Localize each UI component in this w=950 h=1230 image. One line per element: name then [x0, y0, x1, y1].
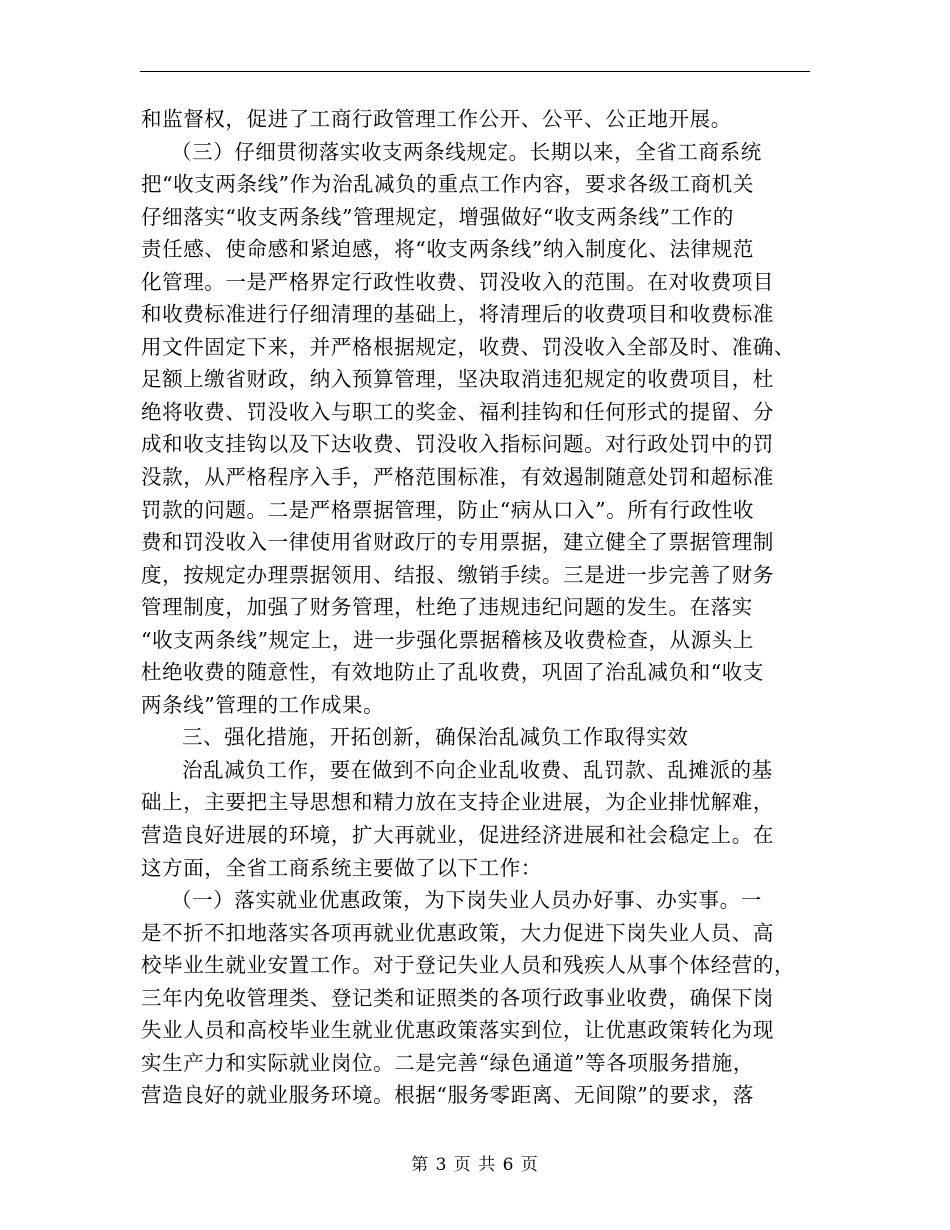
body-line: 础上，主要把主导思想和精力放在支持企业进展，为企业排忧解难，	[141, 790, 774, 815]
body-line: 化管理。一是严格界定行政性收费、罚没收入的范围。在对收费项目	[141, 269, 774, 294]
body-line: 用文件固定下来，并严格根据规定，收费、罚没收入全部及时、准确、	[141, 334, 796, 359]
body-line: 度，按规定办理票据领用、结报、缴销手续。三是进一步完善了财务	[141, 562, 774, 587]
body-line: 成和收支挂钩以及下达收费、罚没收入指标问题。对行政处罚中的罚	[141, 432, 774, 457]
body-line: 费和罚没收入一律使用省财政厅的专用票据，建立健全了票据管理制	[141, 530, 774, 555]
body-line: 营造良好的就业服务环境。根据“服务零距离、无间隙”的要求，落	[141, 1083, 754, 1108]
body-line: 实生产力和实际就业岗位。二是完善“绿色通道”等各项服务措施，	[141, 1050, 754, 1075]
body-line: 校毕业生就业安置工作。对于登记失业人员和残疾人从事个体经营的，	[141, 953, 796, 978]
paragraph-start-line: （一）落实就业优惠政策，为下岗失业人员办好事、办实事。一	[171, 888, 762, 913]
page-number: 第 3 页 共 6 页	[411, 1155, 539, 1175]
body-line: 仔细落实“收支两条线”管理规定，增强做好“收支两条线”工作的	[141, 204, 734, 229]
body-line: 管理制度，加强了财务管理，杜绝了违规违纪问题的发生。在落实	[141, 595, 753, 620]
body-line: 没款，从严格程序入手，严格范围标准，有效遏制随意处罚和超标准	[141, 465, 774, 490]
body-line: 这方面，全省工商系统主要做了以下工作：	[141, 855, 542, 880]
body-line: 三年内免收管理类、登记类和证照类的各项行政事业收费，确保下岗	[141, 985, 774, 1010]
body-line: 把“收支两条线”作为治乱减负的重点工作内容，要求各级工商机关	[141, 172, 754, 197]
body-line: 是不折不扣地落实各项再就业优惠政策，大力促进下岗失业人员、高	[141, 920, 774, 945]
body-line: 两条线”管理的工作成果。	[141, 692, 385, 717]
body-line: 足额上缴省财政，纳入预算管理，坚决取消违犯规定的收费项目，杜	[141, 367, 774, 392]
body-line: 罚款的问题。二是严格票据管理，防止“病从口入”。所有行政性收	[141, 497, 754, 522]
body-line: 和监督权，促进了工商行政管理工作公开、公平、公正地开展。	[141, 107, 732, 131]
body-line: 责任感、使命感和紧迫感，将“收支两条线”纳入制度化、法律规范	[141, 237, 754, 262]
body-line: “收支两条线”规定上，进一步强化票据稽核及收费检查，从源头上	[141, 627, 754, 652]
body-line: 失业人员和高校毕业生就业优惠政策落实到位，让优惠政策转化为现	[141, 1018, 774, 1043]
paragraph-start-line: （三）仔细贯彻落实收支两条线规定。长期以来，全省工商系统	[171, 139, 762, 164]
body-line: 杜绝收费的随意性，有效地防止了乱收费，巩固了治乱减负和“收支	[141, 660, 764, 685]
document-body	[141, 103, 810, 1112]
header-rule	[140, 71, 810, 72]
body-line: 绝将收费、罚没收入与职工的奖金、福利挂钩和任何形式的提留、分	[141, 399, 774, 424]
paragraph-start-line: 治乱减负工作，要在做到不向企业乱收费、乱罚款、乱摊派的基	[182, 757, 773, 782]
body-line: 和收费标准进行仔细清理的基础上，将清理后的收费项目和收费标准	[141, 302, 774, 327]
section-heading: 三、强化措施，开拓创新，确保治乱减负工作取得实效	[182, 725, 689, 750]
body-line: 营造良好进展的环境，扩大再就业，促进经济进展和社会稳定上。在	[141, 823, 774, 848]
